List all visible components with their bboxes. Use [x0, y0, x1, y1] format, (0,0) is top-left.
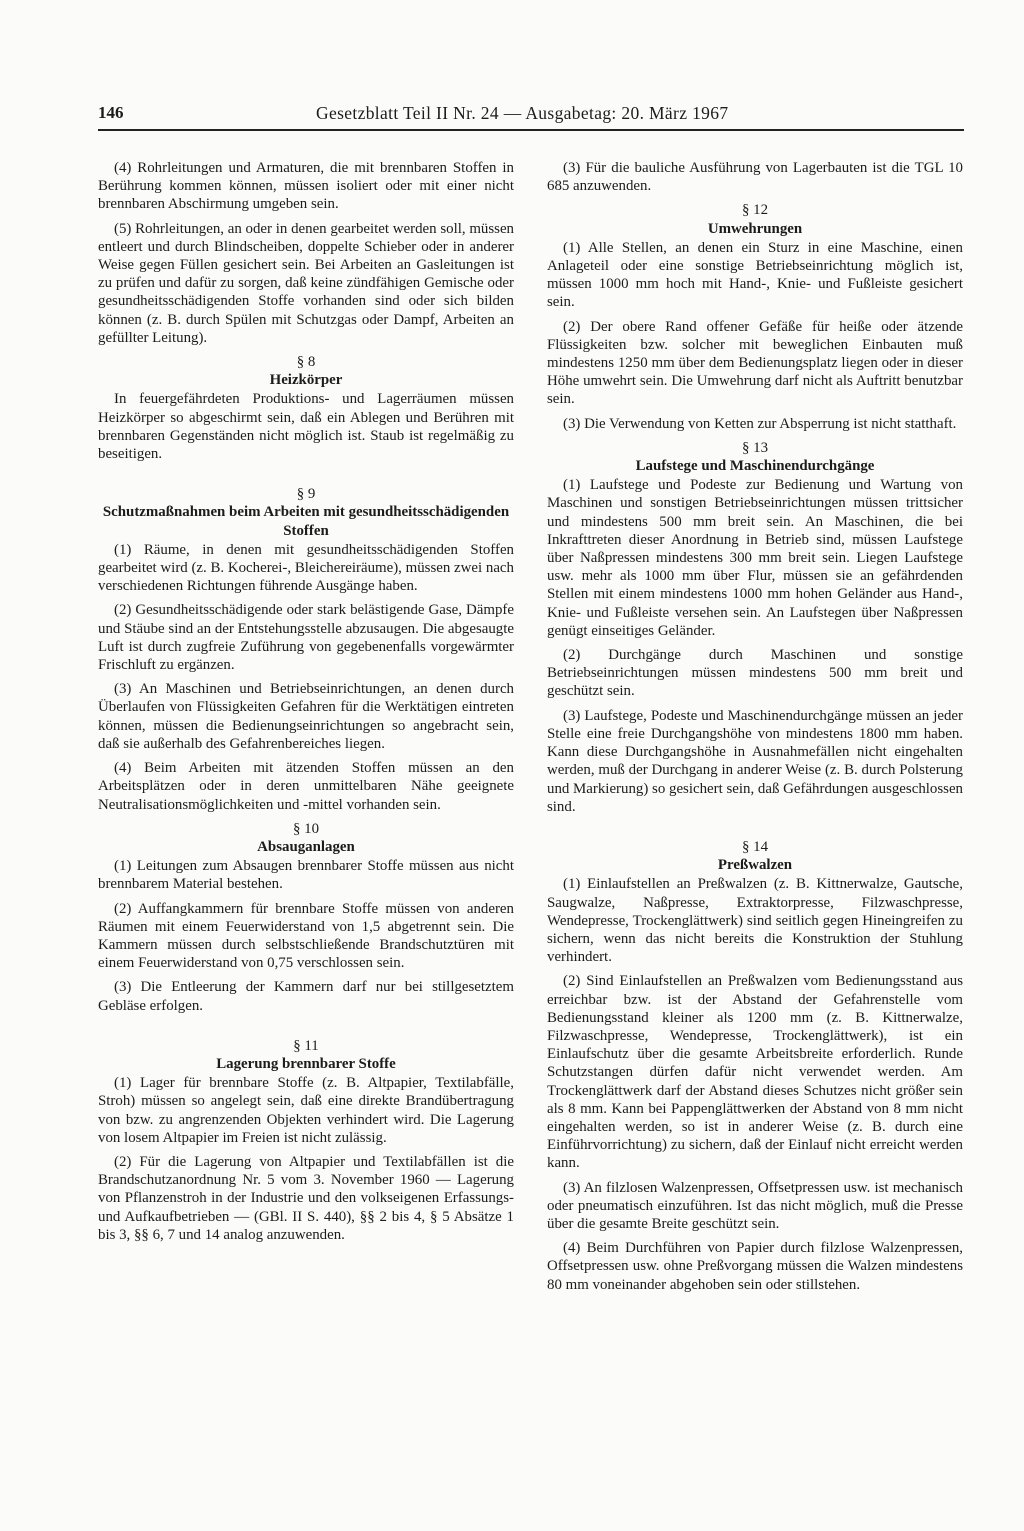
spacer	[98, 469, 514, 479]
section-number: § 11	[293, 1037, 319, 1054]
paragraph: (2) Für die Lagerung von Altpapier und Textilabfällen ist die Brandschutzanordnung Nr. 5 vom 3. November 1960 — Lagerung von Pflanzenstroh in der Industrie und den volkseigenen Erfassungs- und Aufkaufbetrieben — (GBl. II S. 440), §§ 2 bis 4, § 5 Absätze 1 bis 3, §§ 6, 7 und 14 analog anzuwenden.	[98, 1153, 514, 1243]
paragraph: (2) Gesundheitsschädigende oder stark belästigende Gase, Dämpfe und Stäube sind an der Entstehungsstelle abzusaugen. Die abgesaugte Luft ist durch zugfreie Zuführung von gegebenenfalls vorgewärmter Frischluft zu ergänzen.	[98, 602, 514, 674]
paragraph: (1) Lager für brennbare Stoffe (z. B. Altpapier, Textilabfälle, Stroh) müssen so angelegt sein, daß eine direkte Brandübertragung von bzw. zu angrenzenden Objekten verhindert wird. Die Lagerung von losem Altpapier im Freien ist nicht zulässig.	[98, 1075, 514, 1146]
section-number: § 10	[292, 820, 320, 837]
paragraph: (1) Einlaufstellen an Preßwalzen (z. B. Kittnerwalze, Gautsche, Saugwalze, Naßpresse, Extraktorpresse, Filzwaschpresse, Wendepresse, Trockenglättwerk) sind seitlich gegen Hineingreifen zu sichern, wenn das nicht bereits die Konstruktion der Stuhlung verhindert.	[547, 876, 963, 966]
paragraph: (3) An filzlosen Walzenpressen, Offsetpressen usw. ist mechanisch oder pneumatisch einzuführen. Ist das nicht möglich, muß die Presse über die gesamte Breite geschützt sein.	[547, 1179, 963, 1232]
section-number: § 14	[741, 838, 769, 855]
paragraph: (2) Durchgänge durch Maschinen und sonstige Betriebseinrichtungen müssen mindestens 500 mm breit und geschützt sein.	[547, 647, 963, 700]
paragraph: (2) Sind Einlaufstellen an Preßwalzen vom Bedienungsstand aus erreichbar bzw. ist der Abstand der Gefahrenstelle vom Bedienungsstand kleiner als 1200 mm (z. B. Kittnerwalze, Filzwaschpresse, Wendepresse, Trockenglättwerk), ist ein Einlaufschutz über die gesamte Arbeitsbreite erforderlich. Runde Schutzstangen dürfen dafür nicht verwendet werden. Am Trockenglättwerk darf der Abstand dieses Schutzes nicht größer sein als 8 mm. Kann bei Pappenglättwerken der Abstand von 8 mm nicht eingehalten werden, so ist in anderer Weise (z. B. durch eine Einführvorrichtung) zu sichern, daß der Einlauf nicht erreicht werden kann.	[547, 973, 963, 1172]
paragraph: (1) Leitungen zum Absaugen brennbarer Stoffe müssen aus nicht brennbarem Material bestehen.	[98, 858, 514, 893]
running-title: Gesetzblatt Teil II Nr. 24 — Ausgabetag: 20. März 1967	[316, 103, 729, 123]
page-header	[98, 103, 964, 129]
paragraph: (2) Auffangkammern für brennbare Stoffe müssen von anderen Räumen mit einem Feuerwiderstand von 1,5 abgetrennt sein. Die Kammern müssen durch selbstschließende Brandschutztüren mit einem Feuerwiderstand von 0,75 verschlossen sein.	[98, 900, 514, 972]
section-title: Lagerung brennbarer Stoffe	[216, 1055, 396, 1072]
spacer	[547, 822, 963, 832]
section-title: Laufstege und Maschinendurchgänge	[635, 458, 875, 475]
paragraph: (2) Der obere Rand offener Gefäße für heiße oder ätzende Flüssigkeiten bzw. solcher mit beweglichen Einbauten muß mindestens 1250 mm über dem Bedienungsplatz liegen oder in dieser Höhe umwehrt sein. Die Umwehrung darf nicht als Auftritt benutzbar sein.	[547, 318, 963, 408]
paragraph: (4) Beim Durchführen von Papier durch filzlose Walzenpressen, Offsetpressen usw. ohne Preßvorgang müssen die Walzen mindestens 80 mm voneinander abgehoben sein oder stillstehen.	[547, 1240, 963, 1293]
paragraph: (1) Alle Stellen, an denen ein Sturz in eine Maschine, einen Anlageteil oder eine sonstige Betriebseinrichtung möglich ist, müssen 1000 mm hoch mit Hand-, Knie- und Fußleiste gesichert sein.	[547, 239, 963, 311]
section-title: Umwehrungen	[707, 220, 803, 237]
paragraph: (4) Rohrleitungen und Armaturen, die mit brennbaren Stoffen in Berührung kommen können, müssen isoliert oder mit einer nicht brennbaren Abschirmung umgeben sein.	[98, 160, 514, 213]
paragraph: (1) Räume, in denen mit gesundheitsschädigenden Stoffen gearbeitet wird (z. B. Kocherei-, Bleichereiräume), müssen zwei nach verschiedenen Richtungen führende Ausgänge haben.	[98, 541, 514, 595]
paragraph: (1) Laufstege und Podeste zur Bedienung und Wartung von Maschinen und sonstigen Betriebseinrichtungen müssen trittsicher und mindestens 500 mm breit sein. An Maschinen, die bei Inkrafttreten dieser Anordnung in Betrieb sind, müssen Laufstege über Naßpressen mindestens 300 mm breit sein. Liegen Laufstege usw. mehr als 1000 mm über Flur, müssen sie an gefährdenden Stellen mit einem mindestens 1000 mm hohen Geländer aus Hand-, Knie- und Fußleiste versehen sein. An Laufstegen über Naßpressen genügt einseitiges Geländer.	[547, 477, 963, 639]
spacer	[98, 1021, 514, 1031]
section-title: Preßwalzen	[717, 857, 793, 874]
left-column	[98, 159, 514, 1250]
section-number: § 12	[741, 202, 769, 219]
paragraph: (3) Die Verwendung von Ketten zur Absperrung ist nicht statthaft.	[563, 415, 957, 432]
paragraph: (3) Für die bauliche Ausführung von Lagerbauten ist die TGL 10 685 anzuwenden.	[547, 160, 963, 195]
page-number: 146	[98, 103, 124, 122]
right-column	[547, 159, 963, 1300]
paragraph: (3) Die Entleerung der Kammern darf nur bei stillgesetztem Gebläse erfolgen.	[98, 979, 514, 1014]
paragraph: (3) Laufstege, Podeste und Maschinendurchgänge müssen an jeder Stelle eine freie Durchgangshöhe von mindestens 1800 mm haben. Kann diese Durchgangshöhe in Ausnahmefällen nicht eingehalten werden, muß der Durchgang in anderer Weise (z. B. durch Polsterung und Markierung) so gesichert sein, daß Gefährdungen ausgeschlossen sind.	[547, 707, 963, 815]
paragraph: In feuergefährdeten Produktions- und Lagerräumen müssen Heizkörper so abgeschirmt sein, daß ein Ablegen und Berühren mit brennbaren Gegenständen nicht möglich ist. Staub ist regelmäßig zu beseitigen.	[98, 391, 514, 463]
paragraph: (4) Beim Arbeiten mit ätzenden Stoffen müssen an den Arbeitsplätzen oder in deren unmittelbaren Nähe geeignete Neutralisationsmöglichkeiten und -mittel vorhanden sein.	[98, 760, 514, 813]
header-rule	[98, 129, 964, 131]
section-title: Heizkörper	[269, 372, 343, 389]
section-title: Schutzmaßnahmen beim Arbeiten mit gesundheitsschädigenden Stoffen	[102, 504, 510, 539]
section-number: § 8	[296, 354, 316, 371]
section-title: Absauganlagen	[257, 838, 355, 855]
paragraph: (5) Rohrleitungen, an oder in denen gearbeitet werden soll, müssen entleert und durch Blindscheiben, doppelte Schieber oder in anderer Weise gegen Füllen gesichert sein. Bei Arbeiten an Gasleitungen ist zu prüfen und dafür zu sorgen, daß keine zündfähigen Gemische oder gesundheitsschädigenden Stoffe vorhanden sind oder sich bilden können (z. B. durch Spülen mit Schutzgas oder Dampf, Arbeiten an gefüllter Leitung).	[98, 220, 514, 346]
section-number: § 13	[741, 439, 769, 456]
paragraph: (3) An Maschinen und Betriebseinrichtungen, an denen durch Überlaufen von Flüssigkeiten Gefahren für die Werktätigen eintreten können, müssen die Bedienungseinrichtungen so angebracht sein, daß sie außerhalb des Gefahrenbereiches liegen.	[98, 681, 514, 752]
section-number: § 9	[296, 486, 316, 503]
